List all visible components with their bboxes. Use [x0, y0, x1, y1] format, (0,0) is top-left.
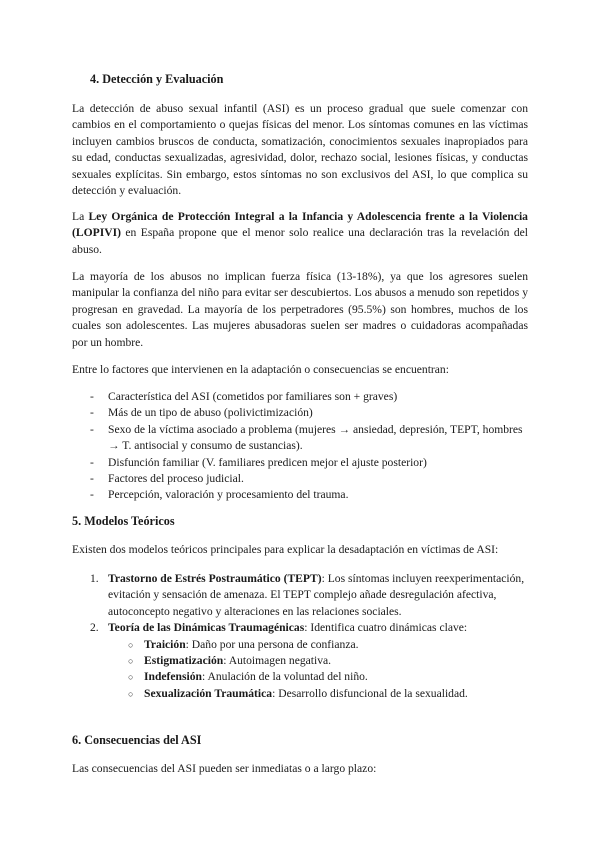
dynamic-description: : Anulación de la voluntad del niño.	[202, 670, 368, 684]
section-6-intro	[72, 761, 528, 777]
section-6-heading: 6. Consecuencias del ASI	[72, 733, 202, 747]
list-item: - Sexo de la víctima asociado a problema (mujeres → ansiedad, depresión, TEPT, hombres → T. antisocial y consumo de sustancias).	[72, 422, 528, 455]
section-4-paragraph-1	[72, 101, 528, 199]
list-item-traumagenic	[72, 620, 528, 702]
section-4-heading: 4. Detección y Evaluación	[90, 72, 224, 86]
paragraph-detection: La detección de abuso sexual infantil (ASI) es un proceso gradual que suele comenzar con cambios en el comportamiento o quejas físicas del menor. Los síntomas comunes en las víctimas incluyen cambios bruscos de conducta, somatización, conocimientos sexuales inapropiados para su edad, conductas sexualizadas, agresividad, dolor, rechazo social, lesiones físicas, y conductas sexuales explícitas. Sin embargo, estos síntomas no son exclusivos del ASI, lo que complica su detección y evaluación.	[72, 102, 528, 198]
paragraph-consequences-intro: Las consecuencias del ASI pueden ser inmediatas o a largo plazo:	[72, 762, 377, 775]
text-run: La	[72, 210, 89, 223]
list-item: - Percepción, valoración y procesamiento del trauma.	[72, 487, 528, 503]
paragraph-lopivi	[72, 209, 528, 258]
factors-list	[72, 389, 528, 504]
list-item: - Más de un tipo de abuso (polivictimización)	[72, 405, 528, 421]
section-5-heading: 5. Modelos Teóricos	[72, 514, 175, 528]
list-item	[108, 669, 528, 685]
law-name: Ley Orgánica de Protección Integral a la Infancia y Adolescencia frente a la Violencia (LOPIVI)	[72, 210, 528, 240]
dynamic-description: : Daño por una persona de confianza.	[185, 637, 359, 651]
models-list-wrapper	[72, 571, 528, 702]
list-item-tept	[72, 571, 528, 620]
section-4-paragraph-2	[72, 209, 528, 258]
dynamic-term: Indefensión	[144, 670, 202, 684]
dynamic-term: Traición	[144, 637, 186, 651]
list-item	[108, 686, 528, 702]
section-4-paragraph-4	[72, 362, 528, 378]
list-item	[108, 637, 528, 653]
paragraph-statistics: La mayoría de los abusos no implican fuerza física (13-18%), ya que los agresores suelen manipular la confianza del niño para evitar ser descubiertos. Los abusos a menudo son repetidos y progresan en gravedad. La mayoría de los perpetradores (95.5%) son hombres, muchos de los cuales son adolescentes. Las mujeres abusadoras suelen ser madres o cuidadoras acompañadas por un hombre.	[72, 270, 528, 349]
section-5-intro	[72, 542, 528, 558]
list-item	[108, 653, 528, 669]
model-description: : Los síntomas incluyen reexperimentación, evitación y sensación de amenaza. El TEPT complejo añade desregulación afectiva, autoconcepto negativo y alteraciones en las relaciones sociales.	[108, 572, 525, 618]
list-number: 2.	[90, 621, 99, 635]
dynamic-term: Estigmatización	[144, 654, 224, 668]
list-number: 1.	[90, 572, 99, 585]
list-item: - Disfunción familiar (V. familiares predicen mejor el ajuste posterior)	[72, 455, 528, 471]
dynamics-list	[108, 637, 528, 703]
text-run: en España propone que el menor solo realice una declaración tras la revelación del abuso.	[72, 226, 528, 256]
paragraph-models-intro: Existen dos modelos teóricos principales para explicar la desadaptación en víctimas de ASI:	[72, 543, 499, 556]
model-name: Trastorno de Estrés Postraumático (TEPT)	[108, 572, 322, 585]
dynamic-term: Sexualización Traumática	[144, 686, 273, 700]
list-item: - Característica del ASI (cometidos por familiares son + graves)	[72, 389, 528, 405]
model-description: : Identifica cuatro dinámicas clave:	[304, 621, 468, 635]
dynamic-description: : Desarrollo disfuncional de la sexualidad.	[272, 686, 468, 700]
paragraph-factors-intro: Entre lo factores que intervienen en la adaptación o consecuencias se encuentran:	[72, 363, 449, 376]
models-list	[72, 571, 528, 702]
factors-list-wrapper	[72, 389, 528, 504]
model-name: Teoría de las Dinámicas Traumagénicas	[108, 621, 305, 635]
dynamic-description: : Autoimagen negativa.	[223, 654, 332, 668]
section-4-paragraph-3	[72, 269, 528, 351]
list-item: - Factores del proceso judicial.	[72, 471, 528, 487]
